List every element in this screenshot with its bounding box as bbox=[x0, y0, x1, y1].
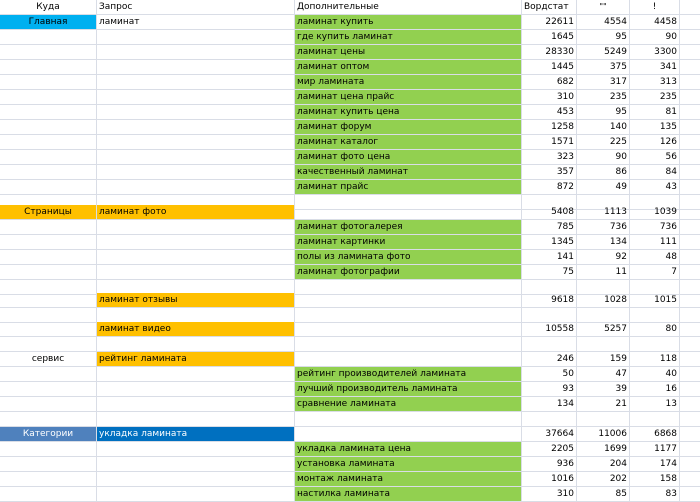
quotes-cell[interactable]: 736 bbox=[577, 220, 630, 235]
empty-cell[interactable] bbox=[522, 337, 577, 352]
empty-cell[interactable] bbox=[680, 0, 700, 15]
quotes-cell[interactable]: 1113 bbox=[577, 205, 630, 220]
exact-cell[interactable]: 6868 bbox=[630, 427, 680, 442]
extra-cell[interactable]: мир ламината bbox=[295, 75, 522, 90]
empty-cell[interactable] bbox=[0, 265, 97, 280]
exact-cell[interactable]: 158 bbox=[630, 472, 680, 487]
header-query[interactable]: Запрос bbox=[97, 0, 295, 15]
empty-cell[interactable] bbox=[577, 412, 630, 427]
quotes-cell[interactable]: 134 bbox=[577, 235, 630, 250]
exact-cell[interactable]: 1177 bbox=[630, 442, 680, 457]
table-row bbox=[0, 412, 700, 427]
wordstat-cell[interactable]: 75 bbox=[522, 265, 577, 280]
quotes-cell[interactable]: 375 bbox=[577, 60, 630, 75]
exact-cell[interactable]: 126 bbox=[630, 135, 680, 150]
wordstat-cell[interactable]: 93 bbox=[522, 382, 577, 397]
query-cell[interactable]: ламинат фото bbox=[97, 205, 295, 220]
wordstat-cell[interactable]: 28330 bbox=[522, 45, 577, 60]
empty-cell[interactable] bbox=[97, 250, 295, 265]
empty-cell[interactable] bbox=[0, 105, 97, 120]
wordstat-cell[interactable]: 22611 bbox=[522, 15, 577, 30]
empty-cell[interactable] bbox=[0, 135, 97, 150]
exact-cell[interactable]: 7 bbox=[630, 265, 680, 280]
extra-cell[interactable]: ламинат цена прайс bbox=[295, 90, 522, 105]
quotes-cell[interactable]: 85 bbox=[577, 487, 630, 502]
empty-cell[interactable] bbox=[577, 308, 630, 323]
empty-cell[interactable] bbox=[97, 472, 295, 487]
empty-cell[interactable] bbox=[97, 180, 295, 195]
empty-cell[interactable] bbox=[0, 220, 97, 235]
exact-cell[interactable]: 84 bbox=[630, 165, 680, 180]
extra-cell[interactable]: ламинат прайс bbox=[295, 180, 522, 195]
exact-cell[interactable]: 3300 bbox=[630, 45, 680, 60]
empty-cell[interactable] bbox=[0, 45, 97, 60]
wordstat-cell[interactable]: 1016 bbox=[522, 472, 577, 487]
empty-cell[interactable] bbox=[680, 135, 700, 150]
empty-cell[interactable] bbox=[295, 308, 522, 323]
empty-cell[interactable] bbox=[97, 235, 295, 250]
table-row bbox=[0, 60, 700, 75]
quotes-cell[interactable]: 159 bbox=[577, 352, 630, 367]
query-cell[interactable]: укладка ламината bbox=[97, 427, 295, 442]
empty-cell[interactable] bbox=[680, 367, 700, 382]
wordstat-cell[interactable]: 682 bbox=[522, 75, 577, 90]
table-row bbox=[0, 472, 700, 487]
table-row bbox=[0, 150, 700, 165]
wordstat-cell[interactable]: 785 bbox=[522, 220, 577, 235]
exact-cell[interactable]: 118 bbox=[630, 352, 680, 367]
empty-cell[interactable] bbox=[680, 382, 700, 397]
table-row bbox=[0, 165, 700, 180]
empty-cell[interactable] bbox=[680, 30, 700, 45]
empty-cell[interactable] bbox=[97, 90, 295, 105]
exact-cell[interactable]: 736 bbox=[630, 220, 680, 235]
empty-cell[interactable] bbox=[97, 120, 295, 135]
extra-cell[interactable]: ламинат форум bbox=[295, 120, 522, 135]
table-row bbox=[0, 90, 700, 105]
empty-cell[interactable] bbox=[680, 412, 700, 427]
empty-cell[interactable] bbox=[97, 367, 295, 382]
header-row bbox=[0, 0, 700, 15]
empty-cell[interactable] bbox=[680, 75, 700, 90]
exact-cell[interactable]: 13 bbox=[630, 397, 680, 412]
query-cell[interactable]: ламинат видео bbox=[97, 322, 295, 337]
wordstat-cell[interactable]: 1571 bbox=[522, 135, 577, 150]
wordstat-cell[interactable]: 5408 bbox=[522, 205, 577, 220]
empty-cell[interactable] bbox=[680, 352, 700, 367]
extra-cell[interactable]: ламинат оптом bbox=[295, 60, 522, 75]
quotes-cell[interactable]: 225 bbox=[577, 135, 630, 150]
empty-cell[interactable] bbox=[295, 337, 522, 352]
empty-cell[interactable] bbox=[295, 293, 522, 308]
where-cell[interactable]: Категории bbox=[0, 427, 97, 442]
wordstat-cell[interactable]: 37664 bbox=[522, 427, 577, 442]
extra-cell[interactable]: ламинат цены bbox=[295, 45, 522, 60]
exact-cell[interactable]: 235 bbox=[630, 90, 680, 105]
empty-cell[interactable] bbox=[680, 180, 700, 195]
empty-cell[interactable] bbox=[97, 150, 295, 165]
exact-cell[interactable]: 4458 bbox=[630, 15, 680, 30]
extra-cell[interactable]: ламинат картинки bbox=[295, 235, 522, 250]
quotes-cell[interactable]: 90 bbox=[577, 150, 630, 165]
table-row bbox=[0, 105, 700, 120]
empty-cell[interactable] bbox=[0, 250, 97, 265]
extra-cell[interactable]: лучший производитель ламината bbox=[295, 382, 522, 397]
wordstat-cell[interactable]: 936 bbox=[522, 457, 577, 472]
empty-cell[interactable] bbox=[680, 397, 700, 412]
header-wordstat[interactable]: Вордстат bbox=[522, 0, 577, 15]
quotes-cell[interactable]: 317 bbox=[577, 75, 630, 90]
table-row bbox=[0, 367, 700, 382]
wordstat-cell[interactable]: 310 bbox=[522, 487, 577, 502]
quotes-cell[interactable]: 47 bbox=[577, 367, 630, 382]
quotes-cell[interactable]: 21 bbox=[577, 397, 630, 412]
empty-cell[interactable] bbox=[97, 165, 295, 180]
empty-cell[interactable] bbox=[97, 30, 295, 45]
empty-cell[interactable] bbox=[0, 367, 97, 382]
header-extra[interactable]: Дополнительные bbox=[295, 0, 522, 15]
empty-cell[interactable] bbox=[680, 250, 700, 265]
header-where[interactable]: Куда bbox=[0, 0, 97, 15]
empty-cell[interactable] bbox=[97, 75, 295, 90]
table-row bbox=[0, 180, 700, 195]
empty-cell[interactable] bbox=[0, 60, 97, 75]
quotes-cell[interactable]: 11006 bbox=[577, 427, 630, 442]
wordstat-cell[interactable]: 9618 bbox=[522, 293, 577, 308]
extra-cell[interactable]: монтаж ламината bbox=[295, 472, 522, 487]
wordstat-cell[interactable]: 310 bbox=[522, 90, 577, 105]
table-row bbox=[0, 457, 700, 472]
exact-cell[interactable]: 43 bbox=[630, 180, 680, 195]
empty-cell[interactable] bbox=[680, 105, 700, 120]
empty-cell[interactable] bbox=[630, 308, 680, 323]
empty-cell[interactable] bbox=[680, 308, 700, 323]
empty-cell[interactable] bbox=[295, 205, 522, 220]
empty-cell[interactable] bbox=[97, 308, 295, 323]
empty-cell[interactable] bbox=[0, 293, 97, 308]
extra-cell[interactable]: ламинат фотографии bbox=[295, 265, 522, 280]
table-row bbox=[0, 382, 700, 397]
where-cell[interactable]: сервис bbox=[0, 352, 97, 367]
exact-cell[interactable]: 90 bbox=[630, 30, 680, 45]
empty-cell[interactable] bbox=[0, 150, 97, 165]
empty-cell[interactable] bbox=[0, 165, 97, 180]
empty-cell[interactable] bbox=[295, 412, 522, 427]
quotes-cell[interactable]: 1699 bbox=[577, 442, 630, 457]
table-row bbox=[0, 45, 700, 60]
empty-cell[interactable] bbox=[680, 120, 700, 135]
table-row bbox=[0, 308, 700, 323]
empty-cell[interactable] bbox=[680, 235, 700, 250]
quotes-cell[interactable]: 92 bbox=[577, 250, 630, 265]
wordstat-cell[interactable]: 453 bbox=[522, 105, 577, 120]
where-cell[interactable]: Страницы bbox=[0, 205, 97, 220]
empty-cell[interactable] bbox=[522, 412, 577, 427]
empty-cell[interactable] bbox=[680, 442, 700, 457]
extra-cell[interactable]: рейтинг производителей ламината bbox=[295, 367, 522, 382]
empty-cell[interactable] bbox=[680, 337, 700, 352]
empty-cell[interactable] bbox=[0, 382, 97, 397]
quotes-cell[interactable]: 204 bbox=[577, 457, 630, 472]
empty-cell[interactable] bbox=[680, 427, 700, 442]
table-row bbox=[0, 120, 700, 135]
table-row bbox=[0, 427, 700, 442]
exact-cell[interactable]: 1039 bbox=[630, 205, 680, 220]
table-row bbox=[0, 75, 700, 90]
quotes-cell[interactable]: 95 bbox=[577, 30, 630, 45]
quotes-cell[interactable]: 4554 bbox=[577, 15, 630, 30]
empty-cell[interactable] bbox=[680, 457, 700, 472]
quotes-cell[interactable]: 39 bbox=[577, 382, 630, 397]
empty-cell[interactable] bbox=[295, 352, 522, 367]
empty-cell[interactable] bbox=[680, 265, 700, 280]
wordstat-cell[interactable]: 1445 bbox=[522, 60, 577, 75]
empty-cell[interactable] bbox=[522, 308, 577, 323]
exact-cell[interactable]: 111 bbox=[630, 235, 680, 250]
empty-cell[interactable] bbox=[97, 135, 295, 150]
query-cell[interactable]: ламинат отзывы bbox=[97, 293, 295, 308]
extra-cell[interactable]: ламинат фотогалерея bbox=[295, 220, 522, 235]
empty-cell[interactable] bbox=[630, 412, 680, 427]
empty-cell[interactable] bbox=[97, 457, 295, 472]
empty-cell[interactable] bbox=[97, 382, 295, 397]
extra-cell[interactable]: где купить ламинат bbox=[295, 30, 522, 45]
extra-cell[interactable]: укладка ламината цена bbox=[295, 442, 522, 457]
wordstat-cell[interactable]: 246 bbox=[522, 352, 577, 367]
table-row bbox=[0, 352, 700, 367]
quotes-cell[interactable]: 86 bbox=[577, 165, 630, 180]
empty-cell[interactable] bbox=[0, 472, 97, 487]
empty-cell[interactable] bbox=[97, 412, 295, 427]
table-row bbox=[0, 250, 700, 265]
extra-cell[interactable]: ламинат купить bbox=[295, 15, 522, 30]
wordstat-cell[interactable]: 2205 bbox=[522, 442, 577, 457]
empty-cell[interactable] bbox=[680, 165, 700, 180]
empty-cell[interactable] bbox=[0, 442, 97, 457]
empty-cell[interactable] bbox=[97, 397, 295, 412]
exact-cell[interactable]: 80 bbox=[630, 322, 680, 337]
query-cell[interactable]: рейтинг ламината bbox=[97, 352, 295, 367]
empty-cell[interactable] bbox=[577, 337, 630, 352]
quotes-cell[interactable]: 5249 bbox=[577, 45, 630, 60]
empty-cell[interactable] bbox=[680, 15, 700, 30]
where-cell[interactable]: Главная bbox=[0, 15, 97, 30]
table-row bbox=[0, 265, 700, 280]
quotes-cell[interactable]: 235 bbox=[577, 90, 630, 105]
exact-cell[interactable]: 1015 bbox=[630, 293, 680, 308]
table-row bbox=[0, 293, 700, 308]
empty-cell[interactable] bbox=[97, 442, 295, 457]
table-row bbox=[0, 322, 700, 337]
exact-cell[interactable]: 174 bbox=[630, 457, 680, 472]
wordstat-cell[interactable]: 1345 bbox=[522, 235, 577, 250]
exact-cell[interactable]: 16 bbox=[630, 382, 680, 397]
table-row bbox=[0, 135, 700, 150]
exact-cell[interactable]: 83 bbox=[630, 487, 680, 502]
empty-cell[interactable] bbox=[0, 457, 97, 472]
empty-cell[interactable] bbox=[680, 90, 700, 105]
empty-cell[interactable] bbox=[680, 220, 700, 235]
table-row bbox=[0, 397, 700, 412]
empty-cell[interactable] bbox=[295, 322, 522, 337]
wordstat-cell[interactable]: 1645 bbox=[522, 30, 577, 45]
exact-cell[interactable]: 313 bbox=[630, 75, 680, 90]
exact-cell[interactable]: 81 bbox=[630, 105, 680, 120]
empty-cell[interactable] bbox=[97, 337, 295, 352]
table-row bbox=[0, 337, 700, 352]
extra-cell[interactable]: настилка ламината bbox=[295, 487, 522, 502]
header-quotes[interactable]: "" bbox=[577, 0, 630, 15]
wordstat-cell[interactable]: 134 bbox=[522, 397, 577, 412]
extra-cell[interactable]: сравнение ламината bbox=[295, 397, 522, 412]
table-row bbox=[0, 205, 700, 220]
wordstat-cell[interactable]: 50 bbox=[522, 367, 577, 382]
empty-cell[interactable] bbox=[680, 45, 700, 60]
empty-cell[interactable] bbox=[630, 337, 680, 352]
quotes-cell[interactable]: 11 bbox=[577, 265, 630, 280]
quotes-cell[interactable]: 202 bbox=[577, 472, 630, 487]
empty-cell[interactable] bbox=[0, 308, 97, 323]
quotes-cell[interactable]: 140 bbox=[577, 120, 630, 135]
quotes-cell[interactable]: 49 bbox=[577, 180, 630, 195]
exact-cell[interactable]: 40 bbox=[630, 367, 680, 382]
empty-cell[interactable] bbox=[0, 337, 97, 352]
wordstat-cell[interactable]: 872 bbox=[522, 180, 577, 195]
empty-cell[interactable] bbox=[680, 205, 700, 220]
table-row bbox=[0, 235, 700, 250]
empty-cell[interactable] bbox=[0, 90, 97, 105]
extra-cell[interactable]: установка ламината bbox=[295, 457, 522, 472]
empty-cell[interactable] bbox=[0, 322, 97, 337]
wordstat-cell[interactable]: 323 bbox=[522, 150, 577, 165]
empty-cell[interactable] bbox=[680, 293, 700, 308]
empty-cell[interactable] bbox=[97, 265, 295, 280]
empty-cell[interactable] bbox=[680, 60, 700, 75]
exact-cell[interactable]: 135 bbox=[630, 120, 680, 135]
wordstat-cell[interactable]: 141 bbox=[522, 250, 577, 265]
quotes-cell[interactable]: 1028 bbox=[577, 293, 630, 308]
extra-cell[interactable]: ламинат купить цена bbox=[295, 105, 522, 120]
empty-cell[interactable] bbox=[680, 472, 700, 487]
exact-cell[interactable]: 341 bbox=[630, 60, 680, 75]
empty-cell[interactable] bbox=[680, 322, 700, 337]
wordstat-cell[interactable]: 1258 bbox=[522, 120, 577, 135]
extra-cell[interactable]: ламинат каталог bbox=[295, 135, 522, 150]
exact-cell[interactable]: 48 bbox=[630, 250, 680, 265]
empty-cell[interactable] bbox=[97, 220, 295, 235]
table-row bbox=[0, 442, 700, 457]
exact-cell[interactable]: 56 bbox=[630, 150, 680, 165]
empty-cell[interactable] bbox=[0, 235, 97, 250]
empty-cell[interactable] bbox=[295, 427, 522, 442]
empty-cell[interactable] bbox=[97, 45, 295, 60]
quotes-cell[interactable]: 5257 bbox=[577, 322, 630, 337]
empty-cell[interactable] bbox=[680, 150, 700, 165]
query-cell[interactable]: ламинат bbox=[97, 15, 295, 30]
extra-cell[interactable]: качественный ламинат bbox=[295, 165, 522, 180]
empty-cell[interactable] bbox=[0, 180, 97, 195]
empty-cell[interactable] bbox=[0, 397, 97, 412]
wordstat-cell[interactable]: 357 bbox=[522, 165, 577, 180]
header-exact[interactable]: ! bbox=[630, 0, 680, 15]
wordstat-cell[interactable]: 10558 bbox=[522, 322, 577, 337]
table-row bbox=[0, 30, 700, 45]
empty-cell[interactable] bbox=[97, 105, 295, 120]
extra-cell[interactable]: полы из ламината фото bbox=[295, 250, 522, 265]
table-row bbox=[0, 15, 700, 30]
empty-cell[interactable] bbox=[0, 412, 97, 427]
empty-cell[interactable] bbox=[0, 75, 97, 90]
empty-cell[interactable] bbox=[0, 120, 97, 135]
table-row bbox=[0, 220, 700, 235]
quotes-cell[interactable]: 95 bbox=[577, 105, 630, 120]
empty-cell[interactable] bbox=[97, 60, 295, 75]
extra-cell[interactable]: ламинат фото цена bbox=[295, 150, 522, 165]
empty-cell[interactable] bbox=[0, 30, 97, 45]
